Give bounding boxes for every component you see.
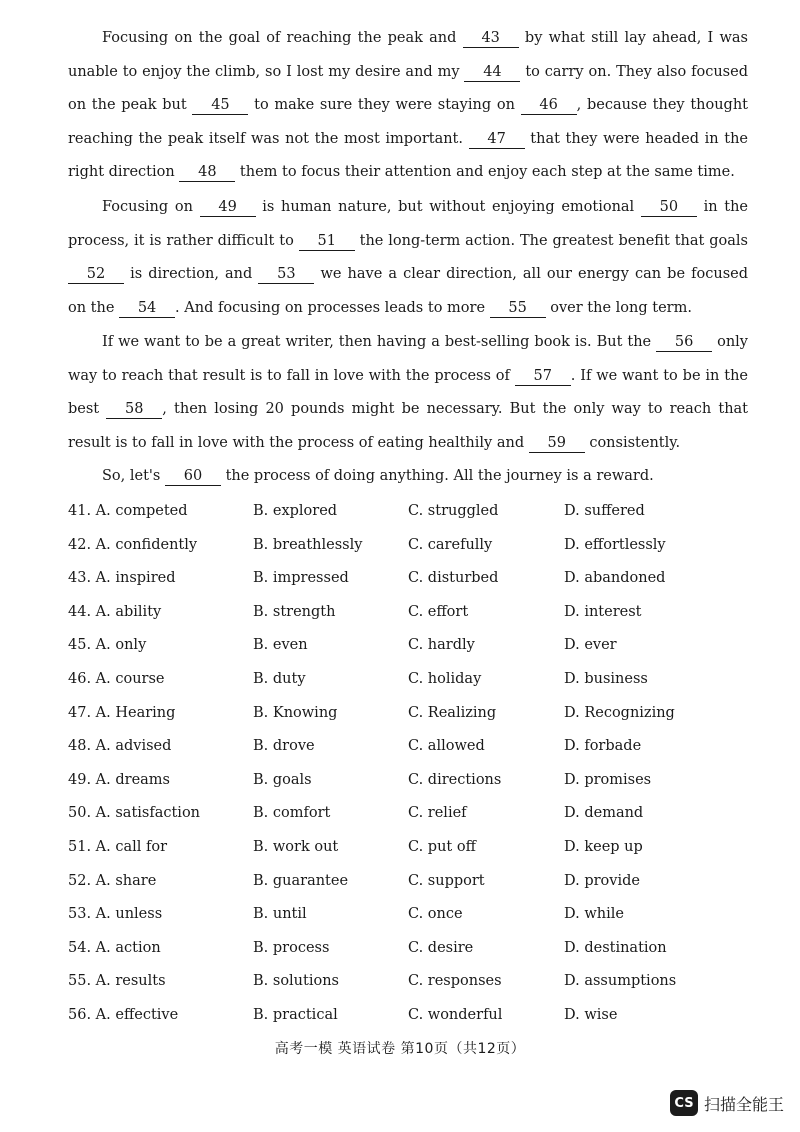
option-a: 46. A. course xyxy=(68,671,165,687)
option-b: B. solutions xyxy=(253,973,339,990)
option-d: D. demand xyxy=(564,805,644,822)
text: , then losing 20 pounds might be necessary. But the only way to reach that result is to fall in love with the process of eating healthily and xyxy=(68,401,749,451)
question-row xyxy=(68,729,748,763)
blank-57: 57 xyxy=(515,367,571,386)
option-a: 54. A. action xyxy=(68,939,161,956)
option-a: 55. A. results xyxy=(68,973,166,990)
text: in the process, it is rather difficult to xyxy=(68,199,748,249)
text: . If we want to be in the best xyxy=(68,367,749,418)
option-d: D. business xyxy=(564,671,648,687)
option-b: B. strength xyxy=(253,603,336,620)
option-c: C. desire xyxy=(408,939,474,956)
option-a: 51. A. call for xyxy=(68,839,168,855)
text: we have a clear direction, all our energy can be focused on the xyxy=(68,266,748,316)
option-d: D. abandoned xyxy=(564,570,666,587)
text: is direction, and xyxy=(124,266,259,283)
question-row xyxy=(68,998,748,1032)
question-row xyxy=(68,696,748,730)
option-d: D. interest xyxy=(564,603,642,620)
blank-46: 46 xyxy=(521,96,577,115)
option-c: C. support xyxy=(408,872,485,889)
option-b: B. even xyxy=(253,637,308,654)
blank-53: 53 xyxy=(258,265,314,284)
option-a: 50. A. satisfaction xyxy=(68,805,201,822)
option-a: 41. A. competed xyxy=(68,503,188,519)
option-d: D. keep up xyxy=(564,839,643,855)
option-c: C. carefully xyxy=(408,536,493,553)
text: is human nature, but without enjoying emotional xyxy=(255,199,641,215)
blank-52: 52 xyxy=(68,265,124,284)
passage-paragraph-1 xyxy=(68,22,748,190)
text: to make sure they were staying on xyxy=(248,97,521,114)
blank-47: 47 xyxy=(469,130,525,149)
option-a: 42. A. confidently xyxy=(68,536,198,553)
option-d: D. assumptions xyxy=(564,973,677,990)
text: only way to reach that result is to fall in love with the process of xyxy=(68,334,748,384)
question-row xyxy=(68,528,748,562)
blank-43: 43 xyxy=(463,29,519,48)
option-c: C. allowed xyxy=(408,738,485,755)
text: to carry on. They also focused on the peak but xyxy=(68,63,748,114)
option-c: C. directions xyxy=(408,771,502,788)
option-c: C. disturbed xyxy=(408,570,499,587)
option-d: D. destination xyxy=(564,939,667,956)
page-footer: 高考一模 英语试卷 第10页（共12页） xyxy=(274,1041,526,1057)
option-c: C. struggled xyxy=(408,503,499,519)
scanner-watermark xyxy=(670,1088,784,1118)
passage-paragraph-2 xyxy=(68,191,748,325)
option-c: C. hardly xyxy=(408,637,475,654)
question-row xyxy=(68,662,748,696)
text: the long-term action. The greatest benefit that goals xyxy=(354,232,748,249)
option-a: 47. A. Hearing xyxy=(68,704,176,721)
blank-59: 59 xyxy=(529,434,585,453)
option-b: B. duty xyxy=(253,671,306,687)
option-b: B. guarantee xyxy=(253,872,349,889)
blank-60: 60 xyxy=(165,467,221,486)
option-b: B. process xyxy=(253,939,330,956)
option-d: D. wise xyxy=(564,1007,618,1023)
text: them to focus their attention and enjoy each step at the same time. xyxy=(235,164,735,181)
option-b: B. until xyxy=(253,906,307,923)
blank-45: 45 xyxy=(192,96,248,115)
option-d: D. while xyxy=(564,906,624,923)
option-c: C. relief xyxy=(408,805,467,822)
text: If we want to be a great writer, then having a best-selling book is. But the xyxy=(102,334,657,350)
question-row xyxy=(68,561,748,595)
blank-56: 56 xyxy=(656,333,712,352)
option-c: C. once xyxy=(408,906,463,923)
option-d: D. provide xyxy=(564,872,640,889)
option-b: B. practical xyxy=(253,1007,338,1023)
blank-50: 50 xyxy=(641,198,697,217)
option-a: 44. A. ability xyxy=(68,603,162,620)
option-c: C. responses xyxy=(408,973,502,990)
question-row xyxy=(68,763,748,797)
option-c: C. holiday xyxy=(408,671,482,687)
question-row xyxy=(68,494,748,528)
option-b: B. impressed xyxy=(253,570,349,587)
option-d: D. Recognizing xyxy=(564,704,675,721)
text: . And focusing on processes leads to more xyxy=(175,299,490,316)
option-a: 48. A. advised xyxy=(68,738,172,755)
option-b: B. goals xyxy=(253,771,312,788)
text: by what still lay ahead, I was unable to enjoy the climb, so I lost my desire and my xyxy=(68,30,748,80)
watermark-text: 扫描全能王 xyxy=(703,1094,784,1114)
option-a: 56. A. effective xyxy=(68,1007,179,1023)
option-d: D. suffered xyxy=(564,503,645,519)
blank-58: 58 xyxy=(106,400,162,419)
question-row xyxy=(68,964,748,998)
question-row xyxy=(68,864,748,898)
question-row xyxy=(68,830,748,864)
text: over the long term. xyxy=(545,299,692,316)
text: Focusing on xyxy=(102,199,200,215)
question-row xyxy=(68,628,748,662)
option-b: B. Knowing xyxy=(253,704,338,721)
option-c: C. Realizing xyxy=(408,704,497,721)
option-c: C. effort xyxy=(408,603,469,620)
option-d: D. forbade xyxy=(564,738,642,755)
option-a: 45. A. only xyxy=(68,637,147,654)
option-a: 52. A. share xyxy=(68,872,157,889)
blank-48: 48 xyxy=(179,163,235,182)
option-b: B. drove xyxy=(253,738,315,755)
camscanner-logo-icon: CS xyxy=(670,1090,698,1116)
blank-51: 51 xyxy=(299,232,355,251)
passage-paragraph-3 xyxy=(68,326,748,460)
text: Focusing on the goal of reaching the peak and xyxy=(102,30,463,46)
text: the process of doing anything. All the journey is a reward. xyxy=(220,468,654,484)
option-c: C. put off xyxy=(408,839,476,855)
option-b: B. explored xyxy=(253,503,338,519)
text: So, let's xyxy=(102,468,165,484)
blank-54: 54 xyxy=(119,299,175,318)
option-a: 43. A. inspired xyxy=(68,570,176,587)
question-row xyxy=(68,796,748,830)
question-row xyxy=(68,931,748,965)
option-d: D. effortlessly xyxy=(564,536,666,553)
option-a: 53. A. unless xyxy=(68,906,163,923)
option-a: 49. A. dreams xyxy=(68,771,170,788)
text: consistently. xyxy=(584,434,681,451)
question-row xyxy=(68,897,748,931)
option-c: C. wonderful xyxy=(408,1007,503,1023)
blank-55: 55 xyxy=(490,299,546,318)
passage-paragraph-4 xyxy=(68,460,748,494)
question-row xyxy=(68,595,748,629)
option-b: B. comfort xyxy=(253,805,331,822)
text: , because they thought reaching the peak itself was not the most important. xyxy=(68,97,749,147)
blank-44: 44 xyxy=(464,63,520,82)
option-d: D. ever xyxy=(564,637,617,654)
option-b: B. breathlessly xyxy=(253,536,363,553)
text: that they were headed in the right direction xyxy=(68,130,748,181)
blank-49: 49 xyxy=(200,198,256,217)
option-d: D. promises xyxy=(564,771,652,788)
option-b: B. work out xyxy=(253,839,339,855)
